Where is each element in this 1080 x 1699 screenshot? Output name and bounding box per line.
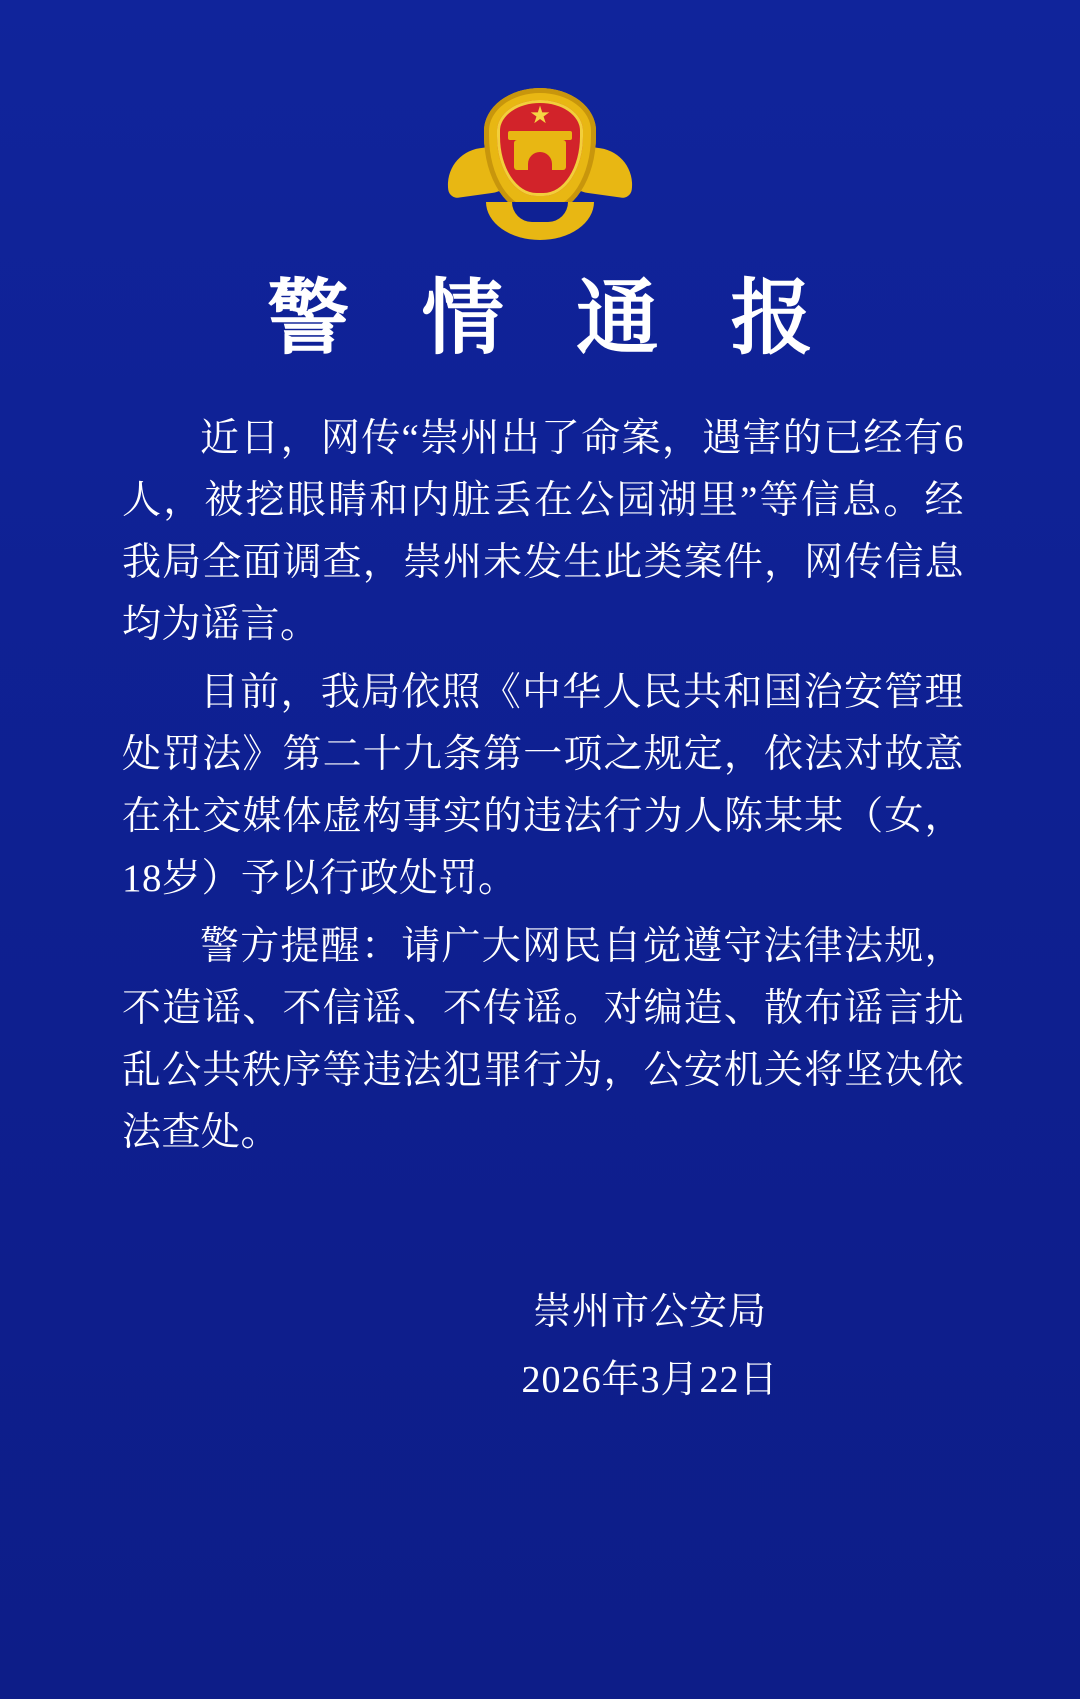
signature-date: 2026年3月22日 <box>521 1359 779 1401</box>
signature-organization: 崇州市公安局 <box>532 1291 767 1333</box>
page-title: 警 情 通 报 <box>267 273 839 364</box>
emblem-tiananmen-gate <box>514 140 566 170</box>
notice-body <box>122 408 964 1170</box>
notice-paragraph-2: 目前，我局依照《中华人民共和国治安管理处罚法》第二十九条第一项之规定，依法对故意在社交媒体虚构事实的违法行为人陈某某（女，18岁）予以行政处罚。 <box>122 671 964 900</box>
emblem-container <box>0 86 1080 262</box>
police-badge-emblem: ★ <box>452 86 628 262</box>
notice-paragraph-3: 警方提醒：请广大网民自觉遵守法律法规，不造谣、不信谣、不传谣。对编造、散布谣言扰乱公共秩序等违法犯罪行为，公安机关将坚决依法查处。 <box>122 925 964 1154</box>
notice-paragraph-1: 近日，网传“崇州出了命案，遇害的已经有6人，被挖眼睛和内脏丢在公园湖里”等信息。经我局全面调查，崇州未发生此类案件，网传信息均为谣言。 <box>122 417 964 646</box>
emblem-base <box>486 202 594 240</box>
